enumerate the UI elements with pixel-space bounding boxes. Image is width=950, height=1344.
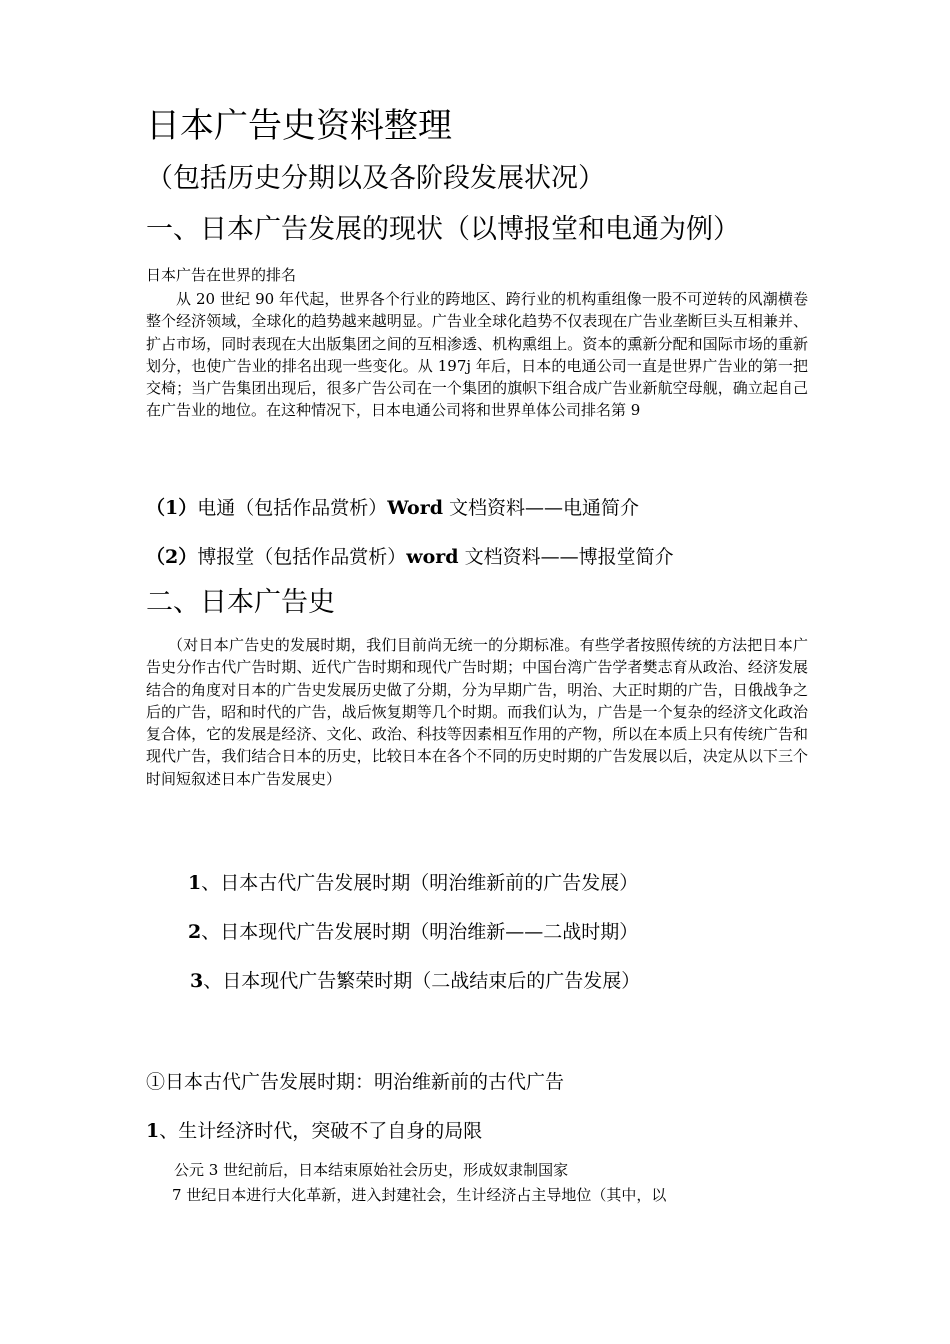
subsection-heading-ancient: ①日本古代广告发展时期：明治维新前的古代广告 [146,1071,565,1093]
list-item-number: （1） [146,497,198,519]
point-number: 1 [146,1120,160,1142]
text-line: 7 世纪日本进行大化革新，进入封建社会，生计经济占主导地位（其中，以 [172,1186,667,1204]
list-item-text: 电通（包括作品赏析） [197,497,388,519]
point-heading-subsistence [146,1117,808,1145]
point-text: 、生计经济时代，突破不了自身的局限 [159,1120,483,1142]
ranking-paragraph: 从 20 世纪 90 年代起，世界各个行业的跨地区、跨行业的机构重组像一股不可逆转的风潮横卷整个经济领域，全球化的趋势越来越明显。广告业全球化趋势不仅表现在广告业垄断巨头互相兼并、扩占市场，同时表现在大出版集团之间的互相渗透、机构熏组上。资本的熏新分配和国际市场的重新划分，也使广告业的排名出现一些变化。从 197j 年后，日本的电通公司一直是世界广告业的第一把交椅；当广告集团出现后，很多广告公司在一个集团的旗帜下组合成广告业新航空母舰，确立起自己在广告业的地位。在这种情况下，日本电通公司将和世界单体公司排名第 9 [146,290,808,420]
list-item-hakuhodo [146,543,808,571]
period-item-prosperity [190,967,852,995]
period-number: 2 [188,921,202,943]
period-item-ancient [188,869,850,897]
period-text: 、日本现代广告发展时期（明治维新——二战时期） [201,921,639,943]
period-item-modern [188,918,850,946]
period-text: 、日本古代广告发展时期（明治维新前的广告发展） [201,872,639,894]
list-item-rest: 文档资料——电通简介 [443,497,640,519]
section-heading-history: 二、日本广告史 [146,587,335,618]
text-line: 公元 3 世纪前后，日本结束原始社会历史，形成奴隶制国家 [174,1161,569,1179]
list-item-dentsu [146,494,808,522]
period-number: 1 [188,872,202,894]
document-title: 日本广告史资料整理 [146,106,452,146]
section-heading-current-status: 一、日本广告发展的现状（以博报堂和电通为例） [146,214,740,245]
list-item-word-label: word [406,546,459,568]
list-item-number: （2） [146,546,198,568]
ranking-subheading: 日本广告在世界的排名 [146,266,297,284]
list-item-rest: 文档资料——博报堂简介 [458,546,674,568]
document-subtitle: （包括历史分期以及各阶段发展状况） [146,163,605,194]
ancient-text-block [174,1158,808,1208]
period-number: 3 [190,970,204,992]
history-paragraph: （对日本广告史的发展时期，我们目前尚无统一的分期标准。有些学者按照传统的方法把日本广告史分作古代广告时期、近代广告时期和现代广告时期；中国台湾广告学者樊志育从政治、经济发展结合的角度对日本的广告史发展历史做了分期，分为早期广告，明治、大正时期的广告，日俄战争之后的广告，昭和时代的广告，战后恢复期等几个时期。而我们认为，广告是一个复杂的经济文化政治复合体，它的发展是经济、文化、政治、科技等因素相互作用的产物，所以在本质上只有传统广告和现代广告，我们结合日本的历史，比较日本在各个不同的历史时期的广告发展以后，决定从以下三个时间短叙述日本广告发展史） [146,636,808,788]
period-text: 、日本现代广告繁荣时期（二战结束后的广告发展） [203,970,641,992]
list-item-word-label: Word [387,497,444,519]
list-item-text: 博报堂（包括作品赏析） [197,546,407,568]
